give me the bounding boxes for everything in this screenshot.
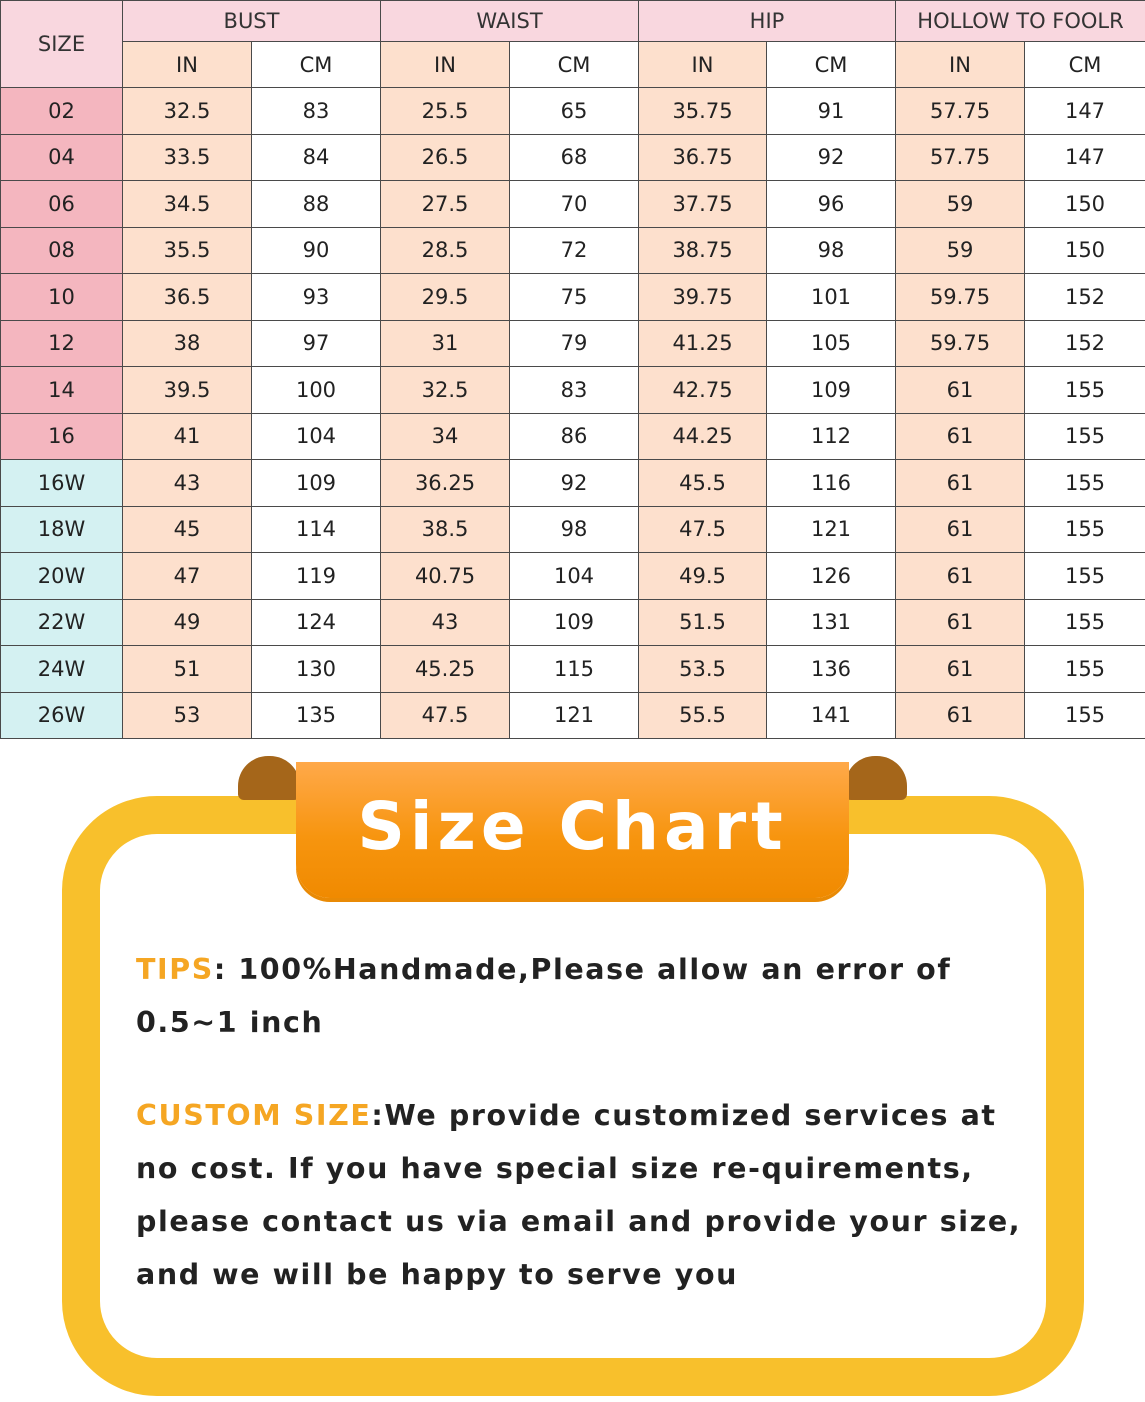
measure-cm-cell: 72 bbox=[510, 227, 639, 274]
measure-cm-cell: 75 bbox=[510, 274, 639, 321]
measure-in-cell: 61 bbox=[896, 413, 1025, 460]
size-cell: 14 bbox=[1, 367, 123, 414]
measure-in-cell: 45 bbox=[123, 506, 252, 553]
measure-in-cell: 61 bbox=[896, 692, 1025, 739]
measure-in-cell: 42.75 bbox=[639, 367, 767, 414]
measure-cm-cell: 109 bbox=[767, 367, 896, 414]
measure-cm-cell: 121 bbox=[510, 692, 639, 739]
measure-cm-cell: 152 bbox=[1025, 320, 1145, 367]
ribbon-curl-left bbox=[238, 756, 300, 800]
table-row bbox=[1, 227, 1145, 274]
group-header-hollow-to-floor: HOLLOW TO FOOLR bbox=[896, 1, 1145, 42]
unit-header-hollow-in: IN bbox=[896, 42, 1025, 88]
measure-cm-cell: 114 bbox=[252, 506, 381, 553]
size-cell: 22W bbox=[1, 599, 123, 646]
measure-cm-cell: 121 bbox=[767, 506, 896, 553]
measure-cm-cell: 155 bbox=[1025, 599, 1145, 646]
measure-in-cell: 36.25 bbox=[381, 460, 510, 507]
measure-cm-cell: 109 bbox=[510, 599, 639, 646]
measure-cm-cell: 155 bbox=[1025, 413, 1145, 460]
measure-in-cell: 40.75 bbox=[381, 553, 510, 600]
measure-in-cell: 61 bbox=[896, 506, 1025, 553]
measure-cm-cell: 155 bbox=[1025, 460, 1145, 507]
measure-in-cell: 59 bbox=[896, 227, 1025, 274]
size-cell: 06 bbox=[1, 181, 123, 228]
measure-cm-cell: 155 bbox=[1025, 692, 1145, 739]
size-cell: 10 bbox=[1, 274, 123, 321]
measure-cm-cell: 93 bbox=[252, 274, 381, 321]
measure-cm-cell: 96 bbox=[767, 181, 896, 228]
measure-cm-cell: 155 bbox=[1025, 646, 1145, 693]
measure-cm-cell: 91 bbox=[767, 88, 896, 135]
measure-in-cell: 59.75 bbox=[896, 320, 1025, 367]
unit-header-bust-in: IN bbox=[123, 42, 252, 88]
table-row bbox=[1, 599, 1145, 646]
measure-in-cell: 33.5 bbox=[123, 134, 252, 181]
measure-cm-cell: 104 bbox=[252, 413, 381, 460]
table-row bbox=[1, 274, 1145, 321]
measure-in-cell: 59 bbox=[896, 181, 1025, 228]
measure-cm-cell: 136 bbox=[767, 646, 896, 693]
measure-cm-cell: 131 bbox=[767, 599, 896, 646]
measure-cm-cell: 147 bbox=[1025, 88, 1145, 135]
tips-paragraph bbox=[136, 943, 1036, 1049]
measure-cm-cell: 109 bbox=[252, 460, 381, 507]
group-header-hip: HIP bbox=[639, 1, 896, 42]
measure-in-cell: 32.5 bbox=[381, 367, 510, 414]
custom-size-text: :We provide customized services at no cost. If you have special size re-quirements, please contact us via email and provide your size, and we will be happy to serve you bbox=[136, 1099, 1022, 1291]
size-cell: 18W bbox=[1, 506, 123, 553]
measure-in-cell: 49 bbox=[123, 599, 252, 646]
table-row bbox=[1, 646, 1145, 693]
measure-in-cell: 25.5 bbox=[381, 88, 510, 135]
table-row bbox=[1, 181, 1145, 228]
size-cell: 12 bbox=[1, 320, 123, 367]
table-row bbox=[1, 88, 1145, 135]
table-row bbox=[1, 320, 1145, 367]
measure-in-cell: 35.5 bbox=[123, 227, 252, 274]
measure-cm-cell: 83 bbox=[252, 88, 381, 135]
table-row bbox=[1, 134, 1145, 181]
measure-cm-cell: 115 bbox=[510, 646, 639, 693]
measure-cm-cell: 84 bbox=[252, 134, 381, 181]
measure-in-cell: 39.5 bbox=[123, 367, 252, 414]
measure-cm-cell: 152 bbox=[1025, 274, 1145, 321]
table-row bbox=[1, 553, 1145, 600]
measure-cm-cell: 97 bbox=[252, 320, 381, 367]
measure-cm-cell: 86 bbox=[510, 413, 639, 460]
measure-in-cell: 61 bbox=[896, 460, 1025, 507]
unit-header-hollow-cm: CM bbox=[1025, 42, 1145, 88]
measure-in-cell: 47.5 bbox=[639, 506, 767, 553]
size-rows bbox=[1, 88, 1145, 739]
measure-in-cell: 37.75 bbox=[639, 181, 767, 228]
measure-cm-cell: 155 bbox=[1025, 506, 1145, 553]
measure-in-cell: 45.5 bbox=[639, 460, 767, 507]
tips-text: : 100%Handmade,Please allow an error of 0.5~1 inch bbox=[136, 953, 952, 1039]
measure-cm-cell: 92 bbox=[767, 134, 896, 181]
measure-in-cell: 61 bbox=[896, 646, 1025, 693]
measure-cm-cell: 88 bbox=[252, 181, 381, 228]
measure-cm-cell: 155 bbox=[1025, 553, 1145, 600]
measure-cm-cell: 79 bbox=[510, 320, 639, 367]
measure-cm-cell: 155 bbox=[1025, 367, 1145, 414]
table-row bbox=[1, 506, 1145, 553]
measure-in-cell: 41 bbox=[123, 413, 252, 460]
measure-in-cell: 32.5 bbox=[123, 88, 252, 135]
size-cell: 08 bbox=[1, 227, 123, 274]
measure-in-cell: 36.75 bbox=[639, 134, 767, 181]
measure-in-cell: 39.75 bbox=[639, 274, 767, 321]
unit-header-waist-in: IN bbox=[381, 42, 510, 88]
measure-cm-cell: 65 bbox=[510, 88, 639, 135]
size-cell: 26W bbox=[1, 692, 123, 739]
custom-size-label: CUSTOM SIZE bbox=[136, 1099, 372, 1132]
measure-cm-cell: 124 bbox=[252, 599, 381, 646]
measure-in-cell: 38.75 bbox=[639, 227, 767, 274]
tips-label: TIPS bbox=[136, 953, 214, 986]
measure-in-cell: 61 bbox=[896, 599, 1025, 646]
measure-cm-cell: 98 bbox=[767, 227, 896, 274]
measure-in-cell: 61 bbox=[896, 553, 1025, 600]
measure-in-cell: 45.25 bbox=[381, 646, 510, 693]
table-row bbox=[1, 692, 1145, 739]
measure-cm-cell: 147 bbox=[1025, 134, 1145, 181]
measure-in-cell: 59.75 bbox=[896, 274, 1025, 321]
measure-in-cell: 49.5 bbox=[639, 553, 767, 600]
measure-in-cell: 36.5 bbox=[123, 274, 252, 321]
measure-in-cell: 41.25 bbox=[639, 320, 767, 367]
measure-in-cell: 26.5 bbox=[381, 134, 510, 181]
measure-in-cell: 34.5 bbox=[123, 181, 252, 228]
unit-header-row bbox=[1, 42, 1145, 88]
measure-in-cell: 38 bbox=[123, 320, 252, 367]
measure-in-cell: 61 bbox=[896, 367, 1025, 414]
unit-header-waist-cm: CM bbox=[510, 42, 639, 88]
measure-cm-cell: 150 bbox=[1025, 181, 1145, 228]
size-cell: 20W bbox=[1, 553, 123, 600]
unit-header-hip-in: IN bbox=[639, 42, 767, 88]
measure-cm-cell: 141 bbox=[767, 692, 896, 739]
ribbon-curl-right bbox=[845, 756, 907, 800]
measure-cm-cell: 90 bbox=[252, 227, 381, 274]
banner-title: Size Chart bbox=[357, 788, 788, 865]
table-row bbox=[1, 460, 1145, 507]
measure-cm-cell: 68 bbox=[510, 134, 639, 181]
measure-in-cell: 53.5 bbox=[639, 646, 767, 693]
measure-cm-cell: 70 bbox=[510, 181, 639, 228]
table-row bbox=[1, 413, 1145, 460]
measure-in-cell: 51 bbox=[123, 646, 252, 693]
unit-header-bust-cm: CM bbox=[252, 42, 381, 88]
custom-size-paragraph bbox=[136, 1089, 1036, 1301]
measure-in-cell: 35.75 bbox=[639, 88, 767, 135]
measure-in-cell: 53 bbox=[123, 692, 252, 739]
measure-cm-cell: 150 bbox=[1025, 227, 1145, 274]
measure-cm-cell: 119 bbox=[252, 553, 381, 600]
size-cell: 16W bbox=[1, 460, 123, 507]
group-header-row bbox=[1, 1, 1145, 42]
measure-cm-cell: 98 bbox=[510, 506, 639, 553]
size-cell: 02 bbox=[1, 88, 123, 135]
measure-cm-cell: 112 bbox=[767, 413, 896, 460]
measure-cm-cell: 92 bbox=[510, 460, 639, 507]
measure-in-cell: 34 bbox=[381, 413, 510, 460]
measure-in-cell: 47 bbox=[123, 553, 252, 600]
measure-in-cell: 28.5 bbox=[381, 227, 510, 274]
measure-cm-cell: 83 bbox=[510, 367, 639, 414]
measure-in-cell: 55.5 bbox=[639, 692, 767, 739]
measure-in-cell: 27.5 bbox=[381, 181, 510, 228]
measure-cm-cell: 101 bbox=[767, 274, 896, 321]
measure-in-cell: 31 bbox=[381, 320, 510, 367]
group-header-bust: BUST bbox=[123, 1, 381, 42]
measure-cm-cell: 126 bbox=[767, 553, 896, 600]
measure-in-cell: 57.75 bbox=[896, 88, 1025, 135]
measure-in-cell: 57.75 bbox=[896, 134, 1025, 181]
measure-in-cell: 51.5 bbox=[639, 599, 767, 646]
size-cell: 24W bbox=[1, 646, 123, 693]
measure-cm-cell: 105 bbox=[767, 320, 896, 367]
group-header-waist: WAIST bbox=[381, 1, 639, 42]
measure-in-cell: 29.5 bbox=[381, 274, 510, 321]
measure-cm-cell: 100 bbox=[252, 367, 381, 414]
measure-cm-cell: 104 bbox=[510, 553, 639, 600]
measure-in-cell: 43 bbox=[123, 460, 252, 507]
size-column-header: SIZE bbox=[1, 1, 123, 88]
size-cell: 04 bbox=[1, 134, 123, 181]
table-row bbox=[1, 367, 1145, 414]
measure-in-cell: 38.5 bbox=[381, 506, 510, 553]
measure-cm-cell: 130 bbox=[252, 646, 381, 693]
measure-in-cell: 43 bbox=[381, 599, 510, 646]
measure-cm-cell: 135 bbox=[252, 692, 381, 739]
unit-header-hip-cm: CM bbox=[767, 42, 896, 88]
measure-cm-cell: 116 bbox=[767, 460, 896, 507]
title-ribbon bbox=[296, 762, 849, 898]
measure-in-cell: 44.25 bbox=[639, 413, 767, 460]
size-cell: 16 bbox=[1, 413, 123, 460]
measure-in-cell: 47.5 bbox=[381, 692, 510, 739]
